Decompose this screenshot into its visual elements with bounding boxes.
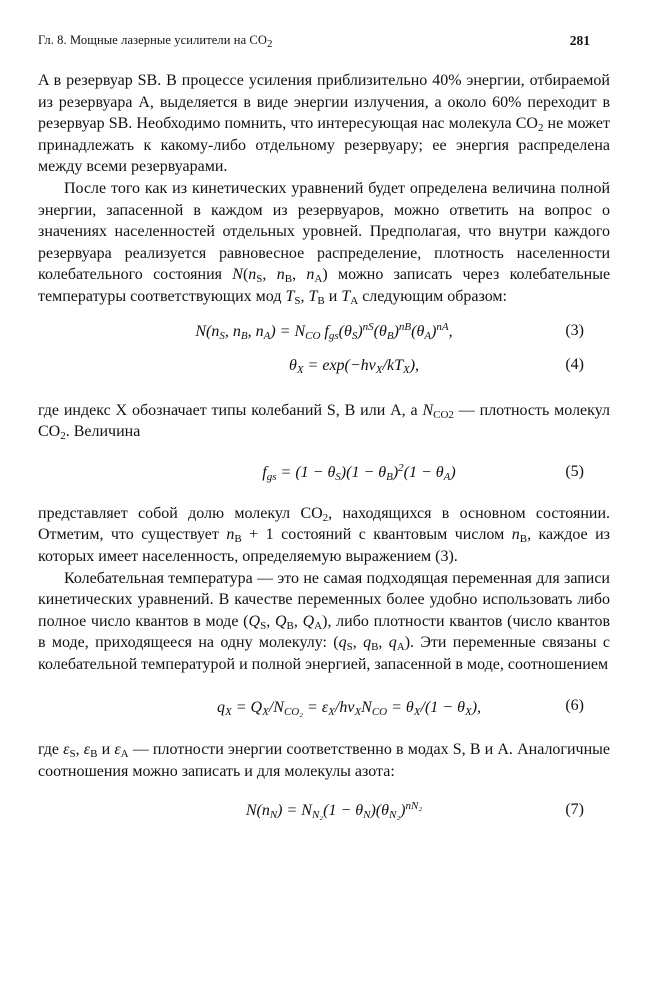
equation-3 xyxy=(38,320,610,344)
equation-5 xyxy=(38,461,610,485)
equation-number-4: (4) xyxy=(565,355,584,373)
equation-number-6: (6) xyxy=(565,697,584,715)
equation-4 xyxy=(38,354,610,378)
paragraph-1: A в резервуар SB. В процессе усиления приблизительно 40% энергии, отбираемой из резервуара A, выделяется в виде энергии излучения, а около 60% переходит в резервуар SB. Необходимо помнить, что интересующая нас молекула $CO_2$ не может принадлежать к какому-либо отдельному резервуару; ее энергия распределена между всеми резервуарами. xyxy=(38,72,610,176)
paragraph-3: где индекс X обозначает типы колебаний S, B или A, а $N_{CO2}$ — плотность молекул $CO_2$. Величина xyxy=(38,401,610,443)
body-text xyxy=(38,70,610,823)
paragraph-5: Колебательная температура — это не самая подходящая переменная для записи кинетических уравнений. В качестве переменных более удобно использовать либо полное число квантов в моде ($Q_S$, $Q_B$, $Q_A$), либо плотности квантов (число квантов в моде, приходящееся на одну молекулу: ($q_S$, $q_B$, $q_A$). Эти переменные связаны с колебательной температурой и полной энергией, запасенной в моде, соотношением xyxy=(38,569,611,673)
paragraph-2: После того как из кинетических уравнений будет определена величина полной энергии, запасенной в каждом из резервуаров, можно ответить на вопрос о значениях населенностей отдельных уровней. Предполагая, что внутри каждого резервуара реализуется равновесное распределение, плотность населенности колебательного состояния $N(n_S$, $n_B$, $n_A$) можно записать через колебательные температуры соответствующих мод $T_S$, $T_B$ и $T_A$ следующим образом: xyxy=(38,179,611,307)
equation-6 xyxy=(38,695,610,719)
equation-7 xyxy=(38,799,610,823)
equation-5-formula: $f_{gs} = (1 - \theta_S)(1 - \theta_B)^2(1 - \theta_A)$ xyxy=(262,461,456,483)
equation-number-5: (5) xyxy=(565,462,584,480)
equation-number-7: (7) xyxy=(565,800,584,818)
page-number: 281 xyxy=(569,33,590,48)
equation-3-formula: $N(n_S$, $n_B$, $n_A) = N_{CO}$ $f_{gs}(\theta_S)^{nS}(\theta_B)^{nB}(\theta_A)^{nA}$, xyxy=(195,320,453,342)
paragraph-4: представляет собой долю молекул $CO_2$, находящихся в основном состоянии. Отметим, что существует $n_B + 1$ состояний с квантовым числом $n_B$, каждое из которых имеет населенность, определяемую выражением (3). xyxy=(38,504,610,565)
running-head xyxy=(38,33,590,49)
equation-6-formula: $q_X = Q_X/N_{CO_2} = \varepsilon_X/h\nu_XN_{CO} = \theta_X/(1 - \theta_X)$, xyxy=(216,698,482,718)
equation-7-formula: $N(n_N) = N_{N_2}(1 - \theta_N)(\theta_{N_2})^{nN_2}$ xyxy=(245,799,423,821)
equation-4-formula: $\theta_X = \exp(-h\nu_X/kT_X)$, xyxy=(288,356,420,376)
equation-number-3: (3) xyxy=(565,321,584,339)
paragraph-6: где $\varepsilon_S$, $\varepsilon_B$ и $\varepsilon_A$ — плотности энергии соответственно в модах S, B и A. Аналогичные соотношения можно записать и для молекулы азота: xyxy=(38,741,611,781)
running-title: Гл. 8. Мощные лазерные усилители на $CO_2$ xyxy=(38,33,273,50)
